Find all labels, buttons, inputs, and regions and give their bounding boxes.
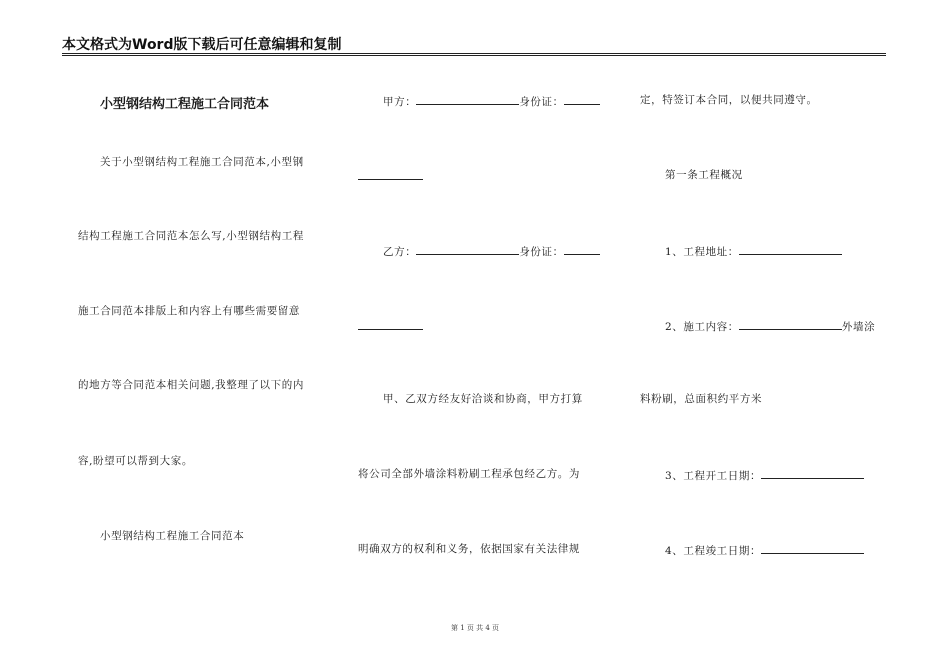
item-4-label: 4、工程竣工日期： — [665, 545, 762, 557]
document-title: 小型钢结构工程施工合同范本 — [100, 97, 270, 112]
intro-line-4: 的地方等合同范本相关问题,我整理了以下的内 — [78, 379, 304, 391]
body-line-3: 明确双方的权利和义务，依据国家有关法律规 — [358, 543, 580, 555]
party-a-blank — [416, 93, 519, 105]
party-a-id-label: 身份证： — [519, 96, 564, 108]
body-line-1: 甲、乙双方经友好洽谈和协商，甲方打算 — [383, 393, 583, 405]
header-rule-top — [62, 53, 886, 54]
item-4-line — [665, 542, 864, 558]
item-1-blank — [739, 243, 842, 255]
agreement-line: 定，特签订本合同，以便共同遵守。 — [640, 94, 818, 106]
item-2-label: 2、施工内容： — [665, 321, 739, 333]
section-subtitle: 小型钢结构工程施工合同范本 — [100, 530, 245, 542]
item-2-suffix: 外墙涂 — [841, 321, 876, 333]
party-b-label: 乙方： — [383, 246, 417, 258]
page-footer: 第 1 页 共 4 页 — [450, 624, 500, 632]
header-rule-bottom — [62, 55, 886, 56]
item-2-line — [665, 318, 875, 334]
item-3-blank — [761, 467, 864, 479]
intro-line-3: 施工合同范本排版上和内容上有哪些需要留意 — [78, 305, 300, 317]
item-4-blank — [761, 542, 864, 554]
party-a-cont-line — [358, 168, 423, 184]
party-b-blank — [416, 243, 519, 255]
party-a-cont-blank — [358, 168, 423, 180]
item-1-line — [665, 243, 842, 259]
item-1-label: 1、工程地址： — [665, 246, 739, 258]
party-a-id-blank — [564, 93, 600, 105]
document-header-title: 本文格式为Word版下载后可任意编辑和复制 — [62, 37, 342, 53]
party-b-id-blank — [564, 243, 600, 255]
section-1-heading: 第一条工程概况 — [665, 169, 743, 181]
party-b-id-label: 身份证： — [519, 246, 564, 258]
body-line-2: 将公司全部外墙涂料粉刷工程承包经乙方。为 — [358, 468, 580, 480]
party-a-line — [383, 93, 600, 109]
intro-line-2: 结构工程施工合同范本怎么写,小型钢结构工程 — [78, 230, 304, 242]
item-3-label: 3、工程开工日期： — [665, 470, 762, 482]
item-2-blank — [739, 318, 842, 330]
party-b-cont-line — [358, 318, 423, 334]
party-b-line — [383, 243, 600, 259]
item-2-continuation: 料粉刷，总面积约平方米 — [640, 393, 763, 405]
party-b-cont-blank — [358, 318, 423, 330]
item-3-line — [665, 467, 864, 483]
intro-line-5: 容,盼望可以帮到大家。 — [78, 455, 193, 467]
party-a-label: 甲方： — [383, 96, 417, 108]
intro-line-1: 关于小型钢结构工程施工合同范本,小型钢 — [100, 156, 304, 168]
